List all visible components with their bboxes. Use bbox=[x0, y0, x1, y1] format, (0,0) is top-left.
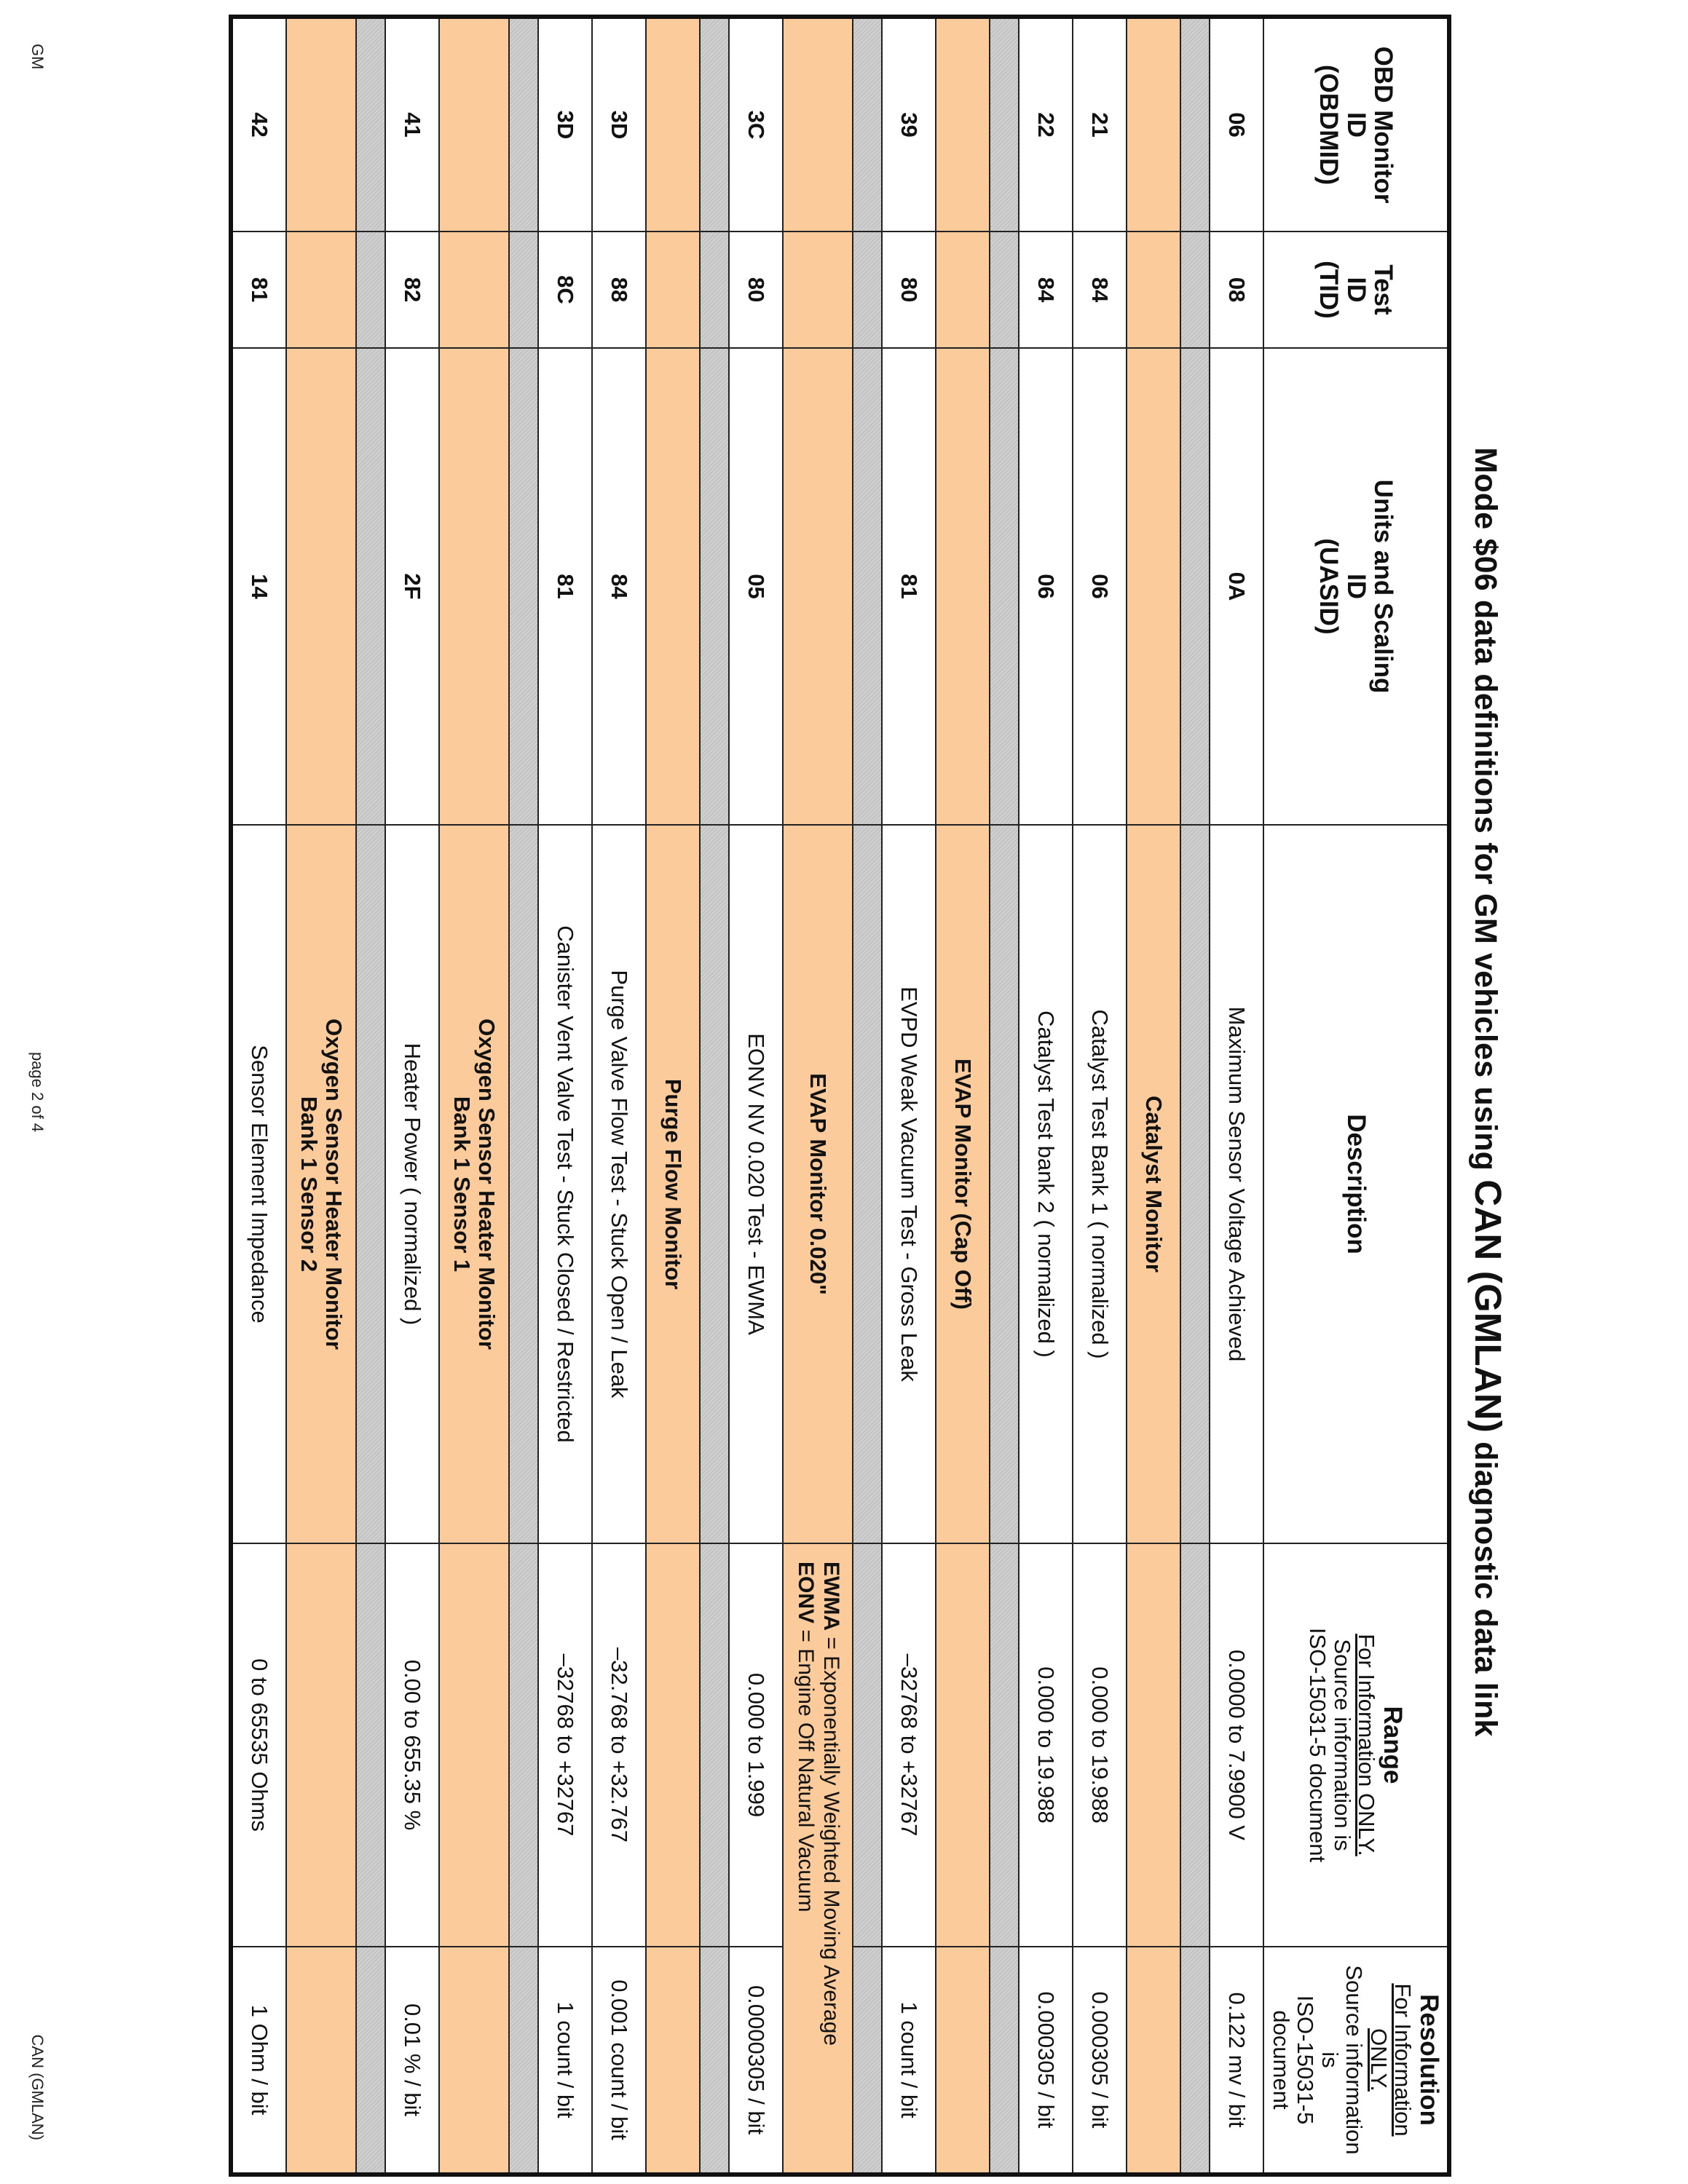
cell-uasid: 81 bbox=[538, 348, 592, 825]
cell-resolution: 0.0000305 / bit bbox=[729, 1947, 783, 2175]
cell-tid: 84 bbox=[1019, 232, 1073, 348]
section-title: Catalyst Monitor bbox=[1127, 825, 1180, 1543]
cell-uasid: 84 bbox=[592, 348, 646, 825]
cell-range: –32.768 to +32.767 bbox=[592, 1543, 646, 1947]
cell-tid: 08 bbox=[1210, 232, 1263, 348]
header-uasid: Units and Scaling ID (UASID) bbox=[1263, 348, 1449, 825]
mode06-table bbox=[229, 15, 1451, 2177]
separator-row bbox=[990, 17, 1019, 2175]
cell-uasid: 05 bbox=[729, 348, 783, 825]
section-title: Oxygen Sensor Heater Monitor Bank 1 Sensor 2 bbox=[286, 825, 356, 1543]
table-row bbox=[882, 17, 936, 2175]
section-row bbox=[646, 17, 700, 2175]
cell-description: EVPD Weak Vacuum Test - Gross Leak bbox=[882, 825, 936, 1543]
cell-uasid: 06 bbox=[1019, 348, 1073, 825]
footer-page-number: page 2 of 4 bbox=[28, 1051, 47, 1133]
separator-row bbox=[700, 17, 729, 2175]
cell-resolution: 0.000305 / bit bbox=[1073, 1947, 1127, 2175]
header-resolution: Resolution For Information ONLY. Source information is ISO-15031-5 document bbox=[1263, 1947, 1449, 2175]
title-emphasis: CAN (GMLAN) bbox=[1467, 1179, 1509, 1433]
cell-resolution: 1 count / bit bbox=[538, 1947, 592, 2175]
cell-resolution: 0.122 mv / bit bbox=[1210, 1947, 1263, 2175]
cell-resolution: 0.001 count / bit bbox=[592, 1947, 646, 2175]
table-row bbox=[231, 17, 286, 2175]
cell-tid: 84 bbox=[1073, 232, 1127, 348]
separator-row bbox=[509, 17, 538, 2175]
section-title: EVAP Monitor (Cap Off) bbox=[936, 825, 990, 1543]
footer-right: CAN (GMLAN) bbox=[28, 2034, 47, 2140]
cell-range: –32768 to +32767 bbox=[882, 1543, 936, 1947]
abbreviation-note: EWMA = Exponentially Weighted Moving Average EONV = Engine Off Natural Vacuum bbox=[783, 1543, 853, 2175]
cell-range: 0.000 to 19.988 bbox=[1073, 1543, 1127, 1947]
cell-obdmid: 06 bbox=[1210, 17, 1263, 232]
table-row bbox=[1019, 17, 1073, 2175]
separator-row bbox=[356, 17, 385, 2175]
table-row bbox=[1210, 17, 1263, 2175]
section-row bbox=[783, 17, 853, 2175]
cell-range: –32768 to +32767 bbox=[538, 1543, 592, 1947]
cell-description: Catalyst Test Bank 1 ( normalized ) bbox=[1073, 825, 1127, 1543]
table-row bbox=[592, 17, 646, 2175]
cell-resolution: 0.000305 / bit bbox=[1019, 1947, 1073, 2175]
cell-resolution: 0.01 % / bit bbox=[385, 1947, 439, 2175]
cell-range: 0.0000 to 7.9900 V bbox=[1210, 1543, 1263, 1947]
cell-range: 0.000 to 1.999 bbox=[729, 1543, 783, 1947]
cell-obdmid: 3D bbox=[592, 17, 646, 232]
cell-description: Maximum Sensor Voltage Achieved bbox=[1210, 825, 1263, 1543]
cell-tid: 81 bbox=[231, 232, 286, 348]
cell-description: Canister Vent Valve Test - Stuck Closed / Restricted bbox=[538, 825, 592, 1543]
section-title: Purge Flow Monitor bbox=[646, 825, 700, 1543]
header-tid: Test ID (TID) bbox=[1263, 232, 1449, 348]
section-title: EVAP Monitor 0.020" bbox=[783, 825, 853, 1543]
cell-range: 0 to 65535 Ohms bbox=[231, 1543, 286, 1947]
cell-tid: 80 bbox=[882, 232, 936, 348]
cell-resolution: 1 count / bit bbox=[882, 1947, 936, 2175]
section-title: Oxygen Sensor Heater Monitor Bank 1 Sensor 1 bbox=[439, 825, 509, 1543]
cell-description: Sensor Element Impedance bbox=[231, 825, 286, 1543]
cell-uasid: 81 bbox=[882, 348, 936, 825]
cell-obdmid: 3D bbox=[538, 17, 592, 232]
cell-description: Catalyst Test bank 2 ( normalized ) bbox=[1019, 825, 1073, 1543]
header-range: Range For Information ONLY. Source information is ISO-15031-5 document bbox=[1263, 1543, 1449, 1947]
header-description: Description bbox=[1263, 825, 1449, 1543]
header-row bbox=[1263, 17, 1449, 2175]
cell-uasid: 14 bbox=[231, 348, 286, 825]
page-title bbox=[1467, 0, 1510, 2184]
cell-tid: 8C bbox=[538, 232, 592, 348]
cell-obdmid: 39 bbox=[882, 17, 936, 232]
separator-row bbox=[1180, 17, 1210, 2175]
cell-uasid: 0A bbox=[1210, 348, 1263, 825]
cell-obdmid: 22 bbox=[1019, 17, 1073, 232]
cell-tid: 82 bbox=[385, 232, 439, 348]
cell-range: 0.00 to 655.35 % bbox=[385, 1543, 439, 1947]
cell-resolution: 1 Ohm / bit bbox=[231, 1947, 286, 2175]
cell-obdmid: 3C bbox=[729, 17, 783, 232]
cell-obdmid: 41 bbox=[385, 17, 439, 232]
cell-tid: 80 bbox=[729, 232, 783, 348]
cell-description: Heater Power ( normalized ) bbox=[385, 825, 439, 1543]
section-row bbox=[439, 17, 509, 2175]
cell-description: Purge Valve Flow Test - Stuck Open / Leak bbox=[592, 825, 646, 1543]
title-prefix: Mode $06 data definitions for GM vehicles using bbox=[1468, 447, 1503, 1171]
table-row bbox=[385, 17, 439, 2175]
title-suffix: diagnostic data link bbox=[1468, 1441, 1503, 1737]
cell-obdmid: 42 bbox=[231, 17, 286, 232]
footer-left: GM bbox=[28, 44, 47, 70]
cell-description: EONV NV 0.020 Test - EWMA bbox=[729, 825, 783, 1543]
separator-row bbox=[853, 17, 882, 2175]
table-row bbox=[1073, 17, 1127, 2175]
table-row bbox=[729, 17, 783, 2175]
cell-uasid: 2F bbox=[385, 348, 439, 825]
section-row bbox=[286, 17, 356, 2175]
header-obdmid: OBD Monitor ID (OBDMID) bbox=[1263, 17, 1449, 232]
section-row bbox=[1127, 17, 1180, 2175]
cell-tid: 88 bbox=[592, 232, 646, 348]
cell-range: 0.000 to 19.988 bbox=[1019, 1543, 1073, 1947]
cell-obdmid: 21 bbox=[1073, 17, 1127, 232]
cell-uasid: 06 bbox=[1073, 348, 1127, 825]
section-row bbox=[936, 17, 990, 2175]
table-row bbox=[538, 17, 592, 2175]
